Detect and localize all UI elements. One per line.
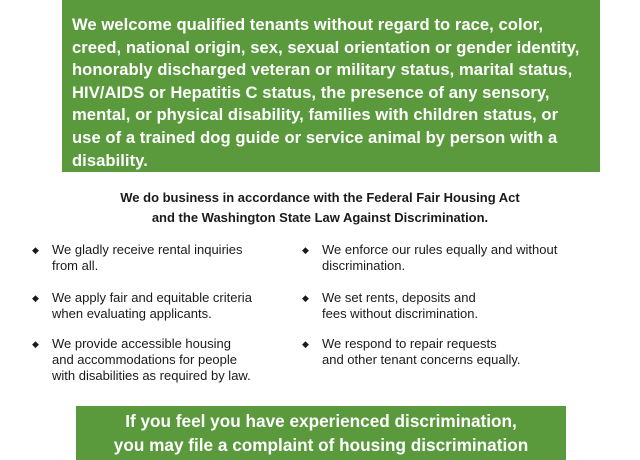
policy-bullet	[302, 242, 612, 274]
complaint-notice-box	[76, 406, 566, 460]
equal-opportunity-statement-box	[62, 0, 600, 172]
complaint-notice-line-1: If you feel you have experienced discrimination,	[125, 411, 517, 431]
policy-bullet-text: We gladly receive rental inquiries from all.	[52, 242, 243, 273]
policy-bullet-text: We provide accessible housing and accommodations for people with disabilities as required by law.	[52, 336, 251, 383]
policy-bullet	[32, 242, 292, 274]
diamond-bullet-icon: ◆	[32, 339, 39, 349]
policy-bullet	[302, 336, 612, 368]
policy-bullet-text: We set rents, deposits and fees without discrimination.	[322, 290, 479, 321]
policy-bullet	[302, 290, 612, 322]
diamond-bullet-icon: ◆	[302, 293, 309, 303]
diamond-bullet-icon: ◆	[302, 339, 309, 349]
policy-bullet-text: We enforce our rules equally and without discrimination.	[322, 242, 558, 273]
diamond-bullet-icon: ◆	[302, 245, 309, 255]
compliance-heading-line-2: and the Washington State Law Against Discrimination.	[151, 210, 489, 225]
policy-bullet	[32, 336, 302, 384]
equal-opportunity-statement: We welcome qualified tenants without regard to race, color, creed, national origin, sex, sexual orientation or gender identity, honorably discharged veteran or military status, marital status, HIV/AIDS or Hepatitis C status, the presence of any sensory, mental, or physical disability, families with children status, or use of a trained dog guide or service animal by person with a disability.	[72, 15, 580, 170]
policy-bullet-text: We apply fair and equitable criteria when evaluating applicants.	[52, 290, 252, 321]
diamond-bullet-icon: ◆	[32, 293, 39, 303]
diamond-bullet-icon: ◆	[32, 245, 39, 255]
policy-bullet-text: We respond to repair requests and other tenant concerns equally.	[322, 336, 521, 367]
compliance-heading	[0, 188, 640, 228]
policy-bullet	[32, 290, 292, 322]
complaint-notice-line-2: you may file a complaint of housing discrimination	[113, 435, 529, 455]
compliance-heading-line-1: We do business in accordance with the Federal Fair Housing Act	[120, 190, 520, 205]
